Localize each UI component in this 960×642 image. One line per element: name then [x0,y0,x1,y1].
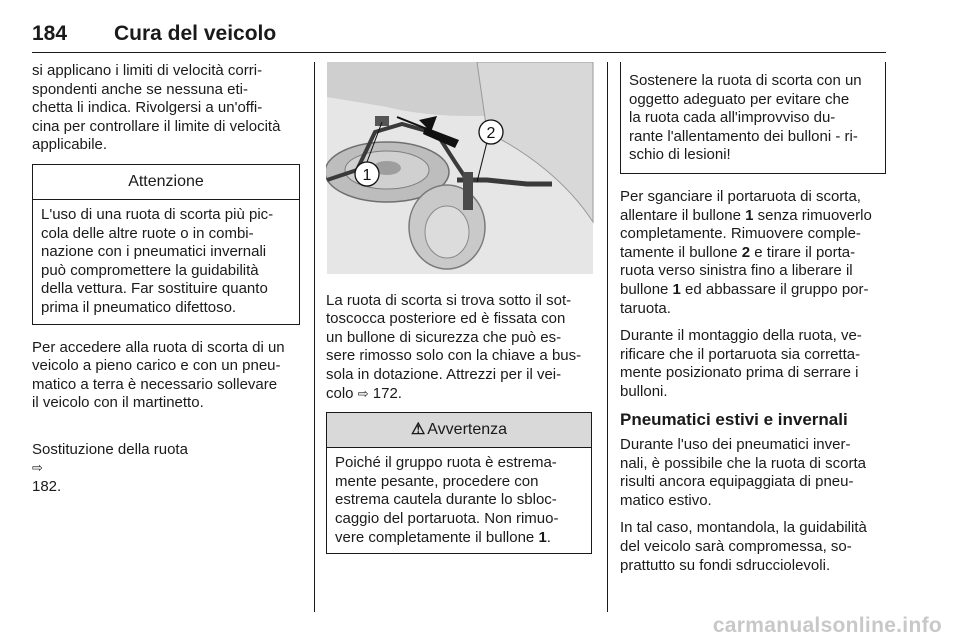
attention-title: Attenzione [33,165,299,200]
text: Poiché il gruppo ruota è estrema- mente pesante, procedere con estrema cautela durante lo sbloc- caggio del portaruota. Non rimuo- vere completamente il bullone [335,454,559,546]
page-ref-arrow-icon: ⇨ [357,385,369,401]
paragraph: Durante il montaggio della ruota, ve- rificare che il portaruota sia corretta- mente posizionato prima di serrare i bulloni. [620,327,862,400]
paragraph: In tal caso, montandola, la guidabilità del veicolo sarà compromessa, so- prattutto su fondi sdrucciolevoli. [620,519,867,574]
paragraph [32,422,300,496]
text: ed abbassare il gruppo por- taruota. [620,280,869,317]
paragraph: Durante l'uso dei pneumatici inver- nali, è possibile che la ruota di scorta risulti ancora equipaggiata di pneu- matico estivo. [620,436,866,509]
bolt-number: 1 [538,528,547,546]
warning-icon: ⚠ [410,421,426,439]
column-right [620,62,886,584]
subsection-heading: Pneumatici estivi e invernali [620,409,848,429]
paragraph: Per accedere alla ruota di scorta di un veicolo a pieno carico e con un pneu- matico a terra è necessario sollevare il veicolo con il martinetto. [32,338,285,412]
spare-wheel-illustration [326,62,594,274]
column-middle [326,62,592,568]
warning-title: Avvertenza [427,421,508,439]
callout-1: 1 [362,167,372,184]
text: senza rimuoverlo completamente. Rimuovere comple- tamente il bullone [620,206,872,261]
paragraph: si applicano i limiti di velocità corri- spondenti anche se nessuna eti- chetta li indica. Rivolgersi a un'offi- cina per controllare il limite di velocità applicabile. [32,62,281,154]
caution-body: Sostenere la ruota di scorta con un oggetto adeguato per evitare che la ruota cada all'improvviso du- rante l'allentamento dei bulloni - ri- schio di lesioni! [629,72,862,164]
warning-box [326,412,592,554]
warning-body [327,448,591,553]
text: . [546,528,551,546]
watermark: carmanualsonline.info [712,614,942,637]
bolt-number: 2 [741,243,751,261]
column-left [32,62,300,505]
page-ref-arrow-icon: ⇨ [32,460,43,476]
text: La ruota di scorta si trova sotto il sot- toscocca posteriore ed è fissata con un bullone di sicurezza che può es- sere rimosso solo con la chiave a bus- sola in dotazione. Attrezzi per il vei- colo [326,291,582,402]
page-header [32,22,886,53]
section-title: Cura del veicolo [114,22,277,45]
bolt-number: 1 [672,280,681,298]
warning-title-bar [327,413,591,448]
callout-2: 2 [486,125,496,142]
column-divider [607,62,608,612]
attention-body: L'uso di una ruota di scorta più pic- cola delle altre ruote o in combi- nazione con i pneumatici invernali può compromettere la guidabilità della vettura. Far sostituire quanto prima il pneumatico difettoso. [41,205,274,316]
caution-box [620,62,886,174]
paragraph [620,188,886,318]
attention-box [32,164,300,325]
column-divider [314,62,315,612]
bolt-number: 1 [745,206,754,224]
page-number: 184 [32,22,68,45]
paragraph [326,292,592,404]
text: Per sganciare il portaruota di scorta, allentare il bullone [620,187,861,224]
page-ref[interactable]: 172. [372,384,402,402]
text: Sostituzione della ruota [32,440,188,458]
page-ref[interactable]: 182. [32,477,62,495]
text: e tirare il porta- ruota verso sinistra fino a liberare il bullone [620,243,856,298]
